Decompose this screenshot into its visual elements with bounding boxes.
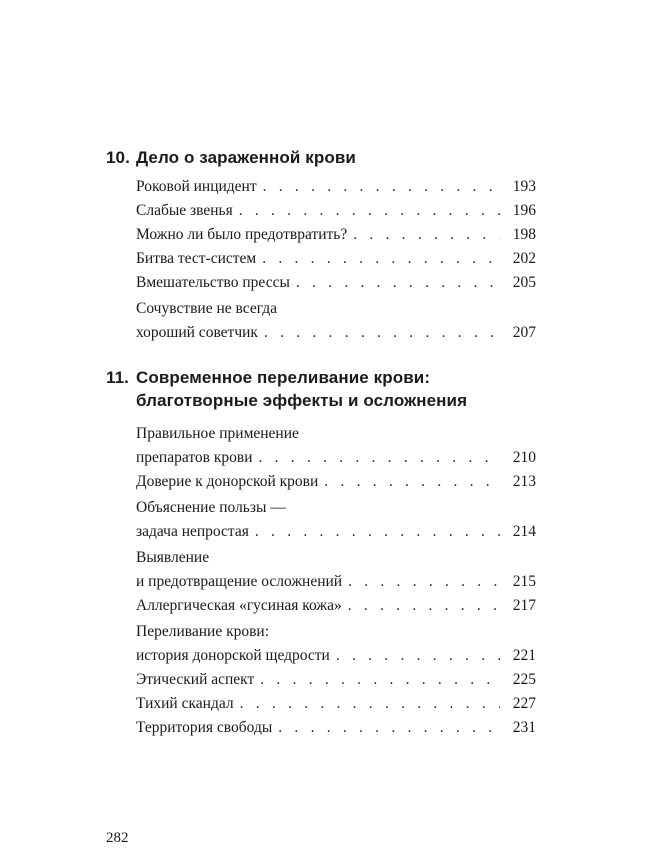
page-folio-number: 282	[106, 830, 129, 846]
toc-entry[interactable]	[136, 620, 536, 668]
entry-title: Тихий скандал	[136, 695, 234, 712]
chapter-10	[106, 146, 536, 345]
entry-title: Роковой инцидент	[136, 178, 257, 195]
entry-title: Битва тест-систем	[136, 250, 257, 267]
leader-dots	[348, 594, 500, 618]
leader-dots	[263, 175, 500, 199]
entry-title-line2: история донорской щедрости	[136, 647, 330, 664]
entry-title-line2: и предотвращение осложнений	[136, 573, 343, 590]
entry-title: Этический аспект	[136, 671, 255, 688]
entry-title-line1: Сочувствие не всегда	[136, 300, 278, 317]
toc-entry[interactable]	[136, 297, 536, 345]
page-number: 225	[512, 671, 536, 688]
toc-entry[interactable]	[136, 422, 536, 470]
entry-title-line2: хороший советчик	[136, 324, 258, 341]
page-number: 207	[512, 324, 536, 341]
toc-entries	[106, 422, 536, 740]
page-number: 213	[512, 473, 536, 490]
toc-entry[interactable]	[136, 223, 536, 247]
page-number: 196	[512, 202, 536, 219]
chapter-title-text: Дело о зараженной крови	[136, 148, 356, 167]
leader-dots	[240, 692, 500, 716]
entry-title: Территория свободы	[136, 719, 273, 736]
toc-entry[interactable]	[136, 470, 536, 494]
page-number: 215	[512, 573, 536, 590]
entry-title-line1: Переливание крови:	[136, 623, 270, 640]
page-number: 221	[512, 647, 536, 664]
entry-title: Аллергическая «гусиная кожа»	[136, 597, 342, 614]
chapter-title-line2: благотворные эффекты и осложнения	[136, 391, 468, 410]
toc-entry[interactable]	[136, 247, 536, 271]
toc-entry[interactable]	[136, 271, 536, 295]
leader-dots	[296, 271, 500, 295]
leader-dots	[239, 199, 500, 223]
chapter-11	[106, 366, 536, 740]
page-number: 198	[512, 226, 536, 243]
entry-title: Доверие к донорской крови	[136, 473, 319, 490]
entry-title-line1: Выявление	[136, 549, 210, 566]
leader-dots	[348, 570, 500, 594]
page-number: 217	[512, 597, 536, 614]
leader-dots	[336, 644, 500, 668]
toc-entry[interactable]	[136, 716, 536, 740]
leader-dots	[324, 470, 500, 494]
toc-entry[interactable]	[136, 594, 536, 618]
chapter-title-line1: Современное переливание крови:	[136, 368, 431, 387]
leader-dots	[260, 668, 500, 692]
leader-dots	[262, 247, 500, 271]
toc-entry[interactable]	[136, 546, 536, 594]
entry-title: Вмешательство прессы	[136, 274, 290, 291]
chapter-title	[106, 146, 536, 169]
page-number: 205	[512, 274, 536, 291]
toc-entry[interactable]	[136, 175, 536, 199]
page-number: 231	[512, 719, 536, 736]
toc-entry[interactable]	[136, 692, 536, 716]
entry-title-line2: препаратов крови	[136, 449, 253, 466]
page-number: 214	[512, 523, 536, 540]
toc-entries	[106, 175, 536, 345]
leader-dots	[259, 446, 501, 470]
page-number: 210	[512, 449, 536, 466]
toc-entry[interactable]	[136, 199, 536, 223]
leader-dots	[255, 520, 500, 544]
entry-title-line1: Правильное применение	[136, 425, 299, 442]
entry-title: Можно ли было предотвратить?	[136, 226, 348, 243]
page-number: 202	[512, 250, 536, 267]
chapter-number: 10.	[106, 148, 130, 167]
leader-dots	[353, 223, 500, 247]
toc-entry[interactable]	[136, 496, 536, 544]
toc-entry[interactable]	[136, 668, 536, 692]
chapter-number: 11.	[106, 368, 129, 387]
entry-title: Слабые звенья	[136, 202, 233, 219]
leader-dots	[278, 716, 500, 740]
page-number: 193	[512, 178, 536, 195]
leader-dots	[264, 321, 500, 345]
entry-title-line2: задача непростая	[136, 523, 249, 540]
entry-title-line1: Объяснение пользы —	[136, 499, 286, 516]
page-number: 227	[512, 695, 536, 712]
chapter-title	[106, 366, 536, 412]
